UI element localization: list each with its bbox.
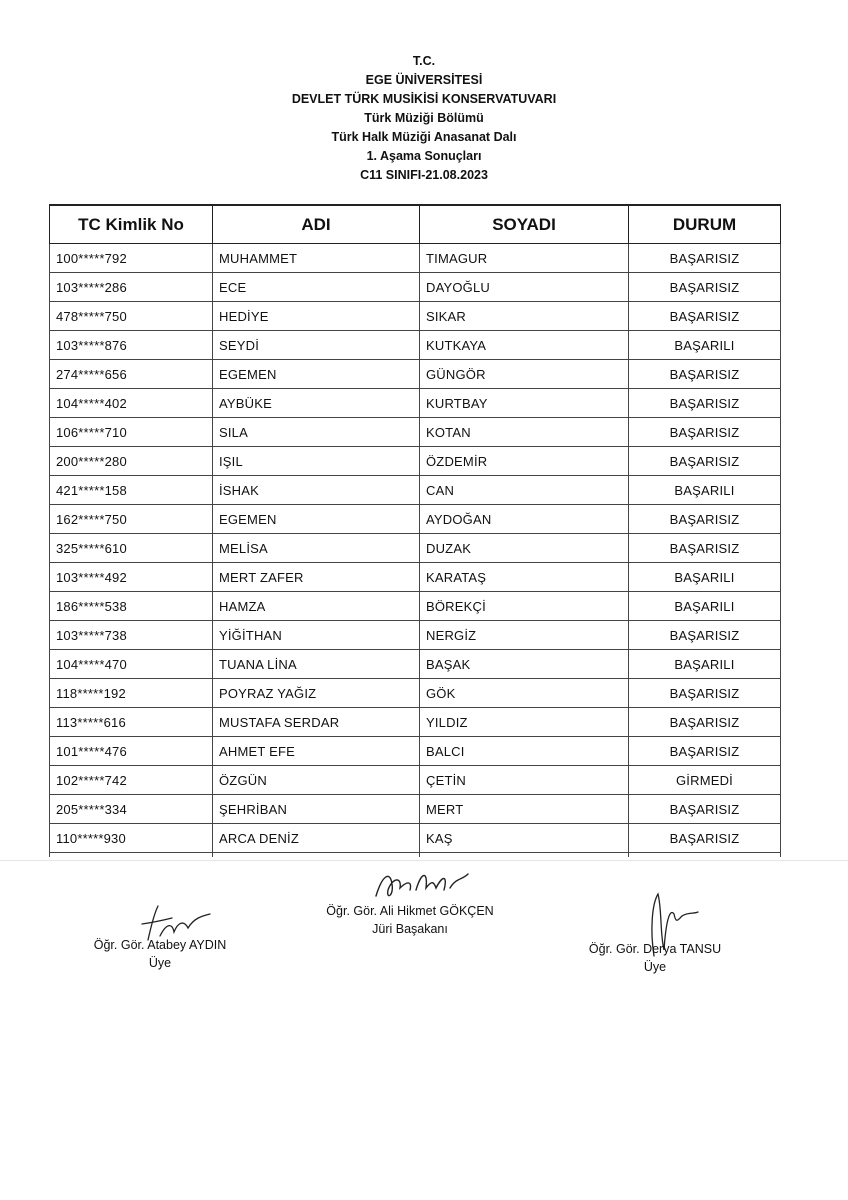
cell-status: BAŞARISIZ: [629, 505, 781, 534]
cell-surname: GÜNGÖR: [420, 360, 629, 389]
cell-tc: 162*****750: [50, 505, 213, 534]
cell-name: AYBÜKE: [213, 389, 420, 418]
cell-tc: 113*****616: [50, 708, 213, 737]
cell-tc: 103*****492: [50, 563, 213, 592]
table-row: [50, 244, 781, 273]
table-tail-row: [50, 853, 781, 858]
cell-surname: DAYOĞLU: [420, 273, 629, 302]
table-row: [50, 273, 781, 302]
cell-name: EGEMEN: [213, 505, 420, 534]
header-conservatory: DEVLET TÜRK MUSİKİSİ KONSERVATUVARI: [291, 92, 557, 106]
cell-surname: YILDIZ: [420, 708, 629, 737]
cell-tc: 421*****158: [50, 476, 213, 505]
header-stage: 1. Aşama Sonuçları: [366, 149, 482, 163]
cell-tc: 100*****792: [50, 244, 213, 273]
cell-tc: 110*****930: [50, 824, 213, 853]
cell-tc: 102*****742: [50, 766, 213, 795]
cell-status: BAŞARISIZ: [629, 621, 781, 650]
cell-tc: 325*****610: [50, 534, 213, 563]
cell-status: BAŞARISIZ: [629, 360, 781, 389]
right-member-role: Üye: [643, 960, 667, 974]
cell-status: BAŞARISIZ: [629, 244, 781, 273]
cell-name: ÖZGÜN: [213, 766, 420, 795]
header-department: Türk Müziği Bölümü: [364, 111, 484, 125]
table-header-row: [50, 205, 781, 244]
cell-surname: BAŞAK: [420, 650, 629, 679]
cell-tc: 104*****470: [50, 650, 213, 679]
cell-surname: KARATAŞ: [420, 563, 629, 592]
cell-name: IŞIL: [213, 447, 420, 476]
cell-name: ŞEHRİBAN: [213, 795, 420, 824]
table-row: [50, 592, 781, 621]
cell-surname: SIKAR: [420, 302, 629, 331]
cell-tc: 205*****334: [50, 795, 213, 824]
cell-name: EGEMEN: [213, 360, 420, 389]
table-row: [50, 389, 781, 418]
cell-surname: KAŞ: [420, 824, 629, 853]
cell-surname: KOTAN: [420, 418, 629, 447]
table-tail-cell: [213, 853, 420, 858]
cell-status: BAŞARISIZ: [629, 824, 781, 853]
cell-status: BAŞARILI: [629, 476, 781, 505]
table-tail-cell: [420, 853, 629, 858]
cell-status: BAŞARISIZ: [629, 679, 781, 708]
cell-surname: DUZAK: [420, 534, 629, 563]
cell-status: BAŞARISIZ: [629, 389, 781, 418]
results-table: [49, 204, 781, 857]
cell-status: BAŞARISIZ: [629, 534, 781, 563]
table-row: [50, 476, 781, 505]
table-row: [50, 824, 781, 853]
cell-tc: 186*****538: [50, 592, 213, 621]
column-header-surname: SOYADI: [420, 205, 629, 244]
chair-signature-block: [260, 902, 560, 938]
chair-name: Öğr. Gör. Ali Hikmet GÖKÇEN: [326, 904, 494, 918]
left-member-signature-block: [40, 936, 280, 972]
table-row: [50, 679, 781, 708]
right-member-name: Öğr. Gör. Derya TANSU: [588, 942, 722, 956]
cell-surname: NERGİZ: [420, 621, 629, 650]
cell-name: AHMET EFE: [213, 737, 420, 766]
chair-signature-scribble: [372, 866, 472, 906]
cell-tc: 101*****476: [50, 737, 213, 766]
cell-status: BAŞARISIZ: [629, 708, 781, 737]
table-row: [50, 766, 781, 795]
table-row: [50, 795, 781, 824]
cell-status: BAŞARISIZ: [629, 447, 781, 476]
cell-status: BAŞARISIZ: [629, 302, 781, 331]
table-row: [50, 650, 781, 679]
cell-name: MELİSA: [213, 534, 420, 563]
table-row: [50, 447, 781, 476]
cell-status: BAŞARISIZ: [629, 273, 781, 302]
column-header-status: DURUM: [629, 205, 781, 244]
cell-name: TUANA LİNA: [213, 650, 420, 679]
document-header: [0, 52, 848, 185]
header-class-date: C11 SINIFI-21.08.2023: [360, 168, 488, 182]
cell-name: ARCA DENİZ: [213, 824, 420, 853]
cell-surname: ÖZDEMİR: [420, 447, 629, 476]
cell-tc: 103*****876: [50, 331, 213, 360]
header-country: T.C.: [412, 54, 436, 68]
cell-status: BAŞARISIZ: [629, 737, 781, 766]
cell-name: İSHAK: [213, 476, 420, 505]
table-row: [50, 360, 781, 389]
cell-name: MUSTAFA SERDAR: [213, 708, 420, 737]
table-row: [50, 534, 781, 563]
cell-name: SEYDİ: [213, 331, 420, 360]
cell-status: BAŞARILI: [629, 650, 781, 679]
cell-status: BAŞARISIZ: [629, 418, 781, 447]
cell-tc: 478*****750: [50, 302, 213, 331]
cell-name: HAMZA: [213, 592, 420, 621]
cell-status: BAŞARILI: [629, 592, 781, 621]
chair-role: Jüri Başakanı: [372, 922, 448, 936]
left-member-name: Öğr. Gör. Atabey AYDIN: [93, 938, 227, 952]
cell-surname: KURTBAY: [420, 389, 629, 418]
column-header-tc: TC Kimlik No: [50, 205, 213, 244]
table-row: [50, 737, 781, 766]
cell-surname: KUTKAYA: [420, 331, 629, 360]
header-division: Türk Halk Müziği Anasanat Dalı: [331, 130, 517, 144]
cell-name: ECE: [213, 273, 420, 302]
cell-surname: ÇETİN: [420, 766, 629, 795]
column-header-name: ADI: [213, 205, 420, 244]
cell-tc: 103*****738: [50, 621, 213, 650]
cell-status: BAŞARISIZ: [629, 795, 781, 824]
cell-name: YİĞİTHAN: [213, 621, 420, 650]
cell-name: MERT ZAFER: [213, 563, 420, 592]
table-row: [50, 505, 781, 534]
cell-tc: 103*****286: [50, 273, 213, 302]
cell-name: POYRAZ YAĞIZ: [213, 679, 420, 708]
cell-surname: BÖREKÇİ: [420, 592, 629, 621]
table-row: [50, 302, 781, 331]
cell-surname: AYDOĞAN: [420, 505, 629, 534]
table-row: [50, 331, 781, 360]
right-member-signature-block: [540, 940, 770, 976]
cell-tc: 104*****402: [50, 389, 213, 418]
cell-surname: CAN: [420, 476, 629, 505]
table-row: [50, 708, 781, 737]
cell-surname: TIMAGUR: [420, 244, 629, 273]
cell-name: SILA: [213, 418, 420, 447]
left-member-role: Üye: [148, 956, 172, 970]
cell-status: GİRMEDİ: [629, 766, 781, 795]
cell-name: MUHAMMET: [213, 244, 420, 273]
cell-tc: 200*****280: [50, 447, 213, 476]
table-row: [50, 621, 781, 650]
header-university: EGE ÜNİVERSİTESİ: [365, 73, 483, 87]
cell-status: BAŞARILI: [629, 331, 781, 360]
table-row: [50, 418, 781, 447]
cell-surname: GÖK: [420, 679, 629, 708]
cell-tc: 118*****192: [50, 679, 213, 708]
cell-surname: MERT: [420, 795, 629, 824]
table-tail-cell: [629, 853, 781, 858]
cell-surname: BALCI: [420, 737, 629, 766]
cell-tc: 274*****656: [50, 360, 213, 389]
cell-name: HEDİYE: [213, 302, 420, 331]
cell-status: BAŞARILI: [629, 563, 781, 592]
table-tail-cell: [50, 853, 213, 858]
table-row: [50, 563, 781, 592]
cell-tc: 106*****710: [50, 418, 213, 447]
